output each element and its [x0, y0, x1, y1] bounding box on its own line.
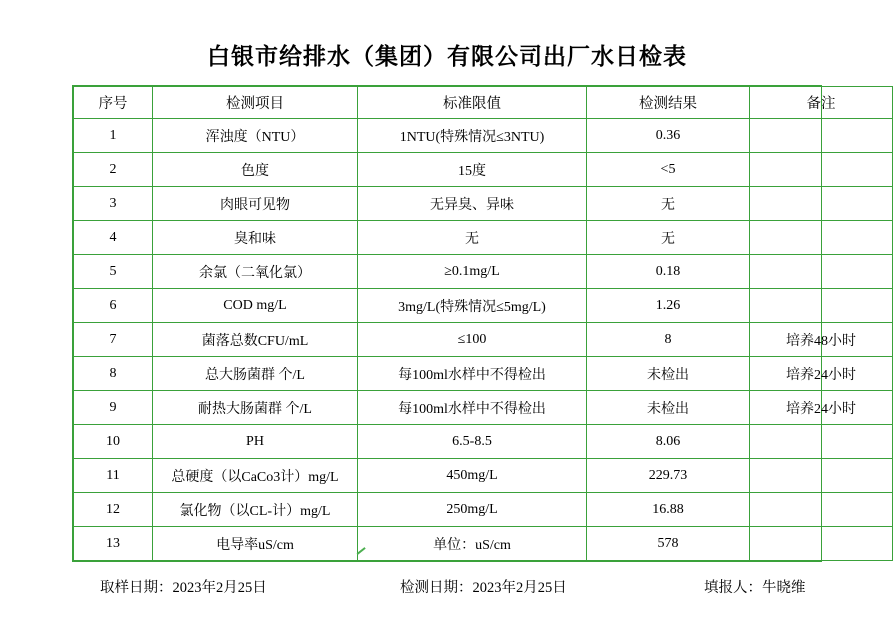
test-date: 检测日期：2023年2月25日: [400, 580, 567, 596]
reporter: 填报人：牛晓维: [704, 580, 806, 596]
cell-no: 2: [74, 153, 153, 187]
sampling-date: 取样日期：2023年2月25日: [100, 580, 267, 596]
cell-no: 7: [74, 323, 153, 357]
page-title: 白银市给排水（集团）有限公司出厂水日检表: [207, 44, 687, 69]
table-row: [74, 221, 893, 255]
cell-no: 13: [74, 527, 153, 561]
cell-result: 未检出: [587, 357, 750, 391]
table-row: [74, 357, 893, 391]
table-row: [74, 323, 893, 357]
cell-remark: 培养24小时: [750, 357, 893, 391]
table-row: [74, 527, 893, 561]
cell-item: 氯化物（以CL-计）mg/L: [153, 493, 358, 527]
cell-remark: 培养48小时: [750, 323, 893, 357]
header-cell-limit: 标准限值: [358, 87, 587, 119]
cell-limit: 3mg/L(特殊情况≤5mg/L): [358, 289, 587, 323]
cell-item: 电导率uS/cm: [153, 527, 358, 561]
table-row: [74, 459, 893, 493]
footer-row: [72, 562, 822, 597]
cell-item: 菌落总数CFU/mL: [153, 323, 358, 357]
cell-remark: [750, 289, 893, 323]
cell-remark: [750, 425, 893, 459]
cell-item: 肉眼可见物: [153, 187, 358, 221]
cell-remark: [750, 153, 893, 187]
cell-remark: 培养24小时: [750, 391, 893, 425]
cell-remark: [750, 527, 893, 561]
cell-remark: [750, 119, 893, 153]
cell-item: 浑浊度（NTU）: [153, 119, 358, 153]
check-mark-icon: [356, 546, 370, 556]
cell-limit: ≥0.1mg/L: [358, 255, 587, 289]
cell-limit: 每100ml水样中不得检出: [358, 357, 587, 391]
cell-result: 229.73: [587, 459, 750, 493]
cell-remark: [750, 493, 893, 527]
cell-result: 未检出: [587, 391, 750, 425]
cell-item: PH: [153, 425, 358, 459]
cell-limit: 450mg/L: [358, 459, 587, 493]
cell-result: <5: [587, 153, 750, 187]
cell-item: 总大肠菌群 个/L: [153, 357, 358, 391]
cell-limit: 无异臭、异味: [358, 187, 587, 221]
header-cell-result: 检测结果: [587, 87, 750, 119]
header-cell-no: 序号: [74, 87, 153, 119]
cell-no: 4: [74, 221, 153, 255]
cell-no: 9: [74, 391, 153, 425]
table-row: [74, 493, 893, 527]
cell-limit: 15度: [358, 153, 587, 187]
cell-item: 臭和味: [153, 221, 358, 255]
cell-item: 耐热大肠菌群 个/L: [153, 391, 358, 425]
table-row: [74, 187, 893, 221]
cell-result: 无: [587, 187, 750, 221]
cell-result: 1.26: [587, 289, 750, 323]
cell-item: COD mg/L: [153, 289, 358, 323]
cell-limit: 每100ml水样中不得检出: [358, 391, 587, 425]
table-header-row: [74, 87, 893, 119]
cell-no: 5: [74, 255, 153, 289]
cell-remark: [750, 187, 893, 221]
cell-item: 总硬度（以CaCo3计）mg/L: [153, 459, 358, 493]
cell-no: 10: [74, 425, 153, 459]
table-row: [74, 255, 893, 289]
report-table-container: [72, 85, 856, 562]
cell-remark: [750, 221, 893, 255]
cell-limit: 单位：uS/cm: [358, 527, 587, 561]
cell-result: 8.06: [587, 425, 750, 459]
cell-no: 11: [74, 459, 153, 493]
cell-remark: [750, 255, 893, 289]
table-row: [74, 119, 893, 153]
table-row: [74, 153, 893, 187]
cell-no: 8: [74, 357, 153, 391]
cell-result: 0.36: [587, 119, 750, 153]
cell-limit: 6.5-8.5: [358, 425, 587, 459]
cell-no: 6: [74, 289, 153, 323]
cell-item: 色度: [153, 153, 358, 187]
cell-result: 无: [587, 221, 750, 255]
cell-result: 8: [587, 323, 750, 357]
cell-no: 1: [74, 119, 153, 153]
cell-item: 余氯（二氧化氯）: [153, 255, 358, 289]
cell-limit: 250mg/L: [358, 493, 587, 527]
table-row: [74, 391, 893, 425]
table-row: [74, 425, 893, 459]
cell-limit: 1NTU(特殊情况≤3NTU): [358, 119, 587, 153]
cell-result: 578: [587, 527, 750, 561]
cell-limit: 无: [358, 221, 587, 255]
header-cell-item: 检测项目: [153, 87, 358, 119]
report-table: [73, 86, 893, 561]
cell-no: 12: [74, 493, 153, 527]
cell-limit: ≤100: [358, 323, 587, 357]
table-row: [74, 289, 893, 323]
cell-no: 3: [74, 187, 153, 221]
cell-result: 16.88: [587, 493, 750, 527]
header-cell-remark: 备注: [750, 87, 893, 119]
cell-remark: [750, 459, 893, 493]
cell-result: 0.18: [587, 255, 750, 289]
